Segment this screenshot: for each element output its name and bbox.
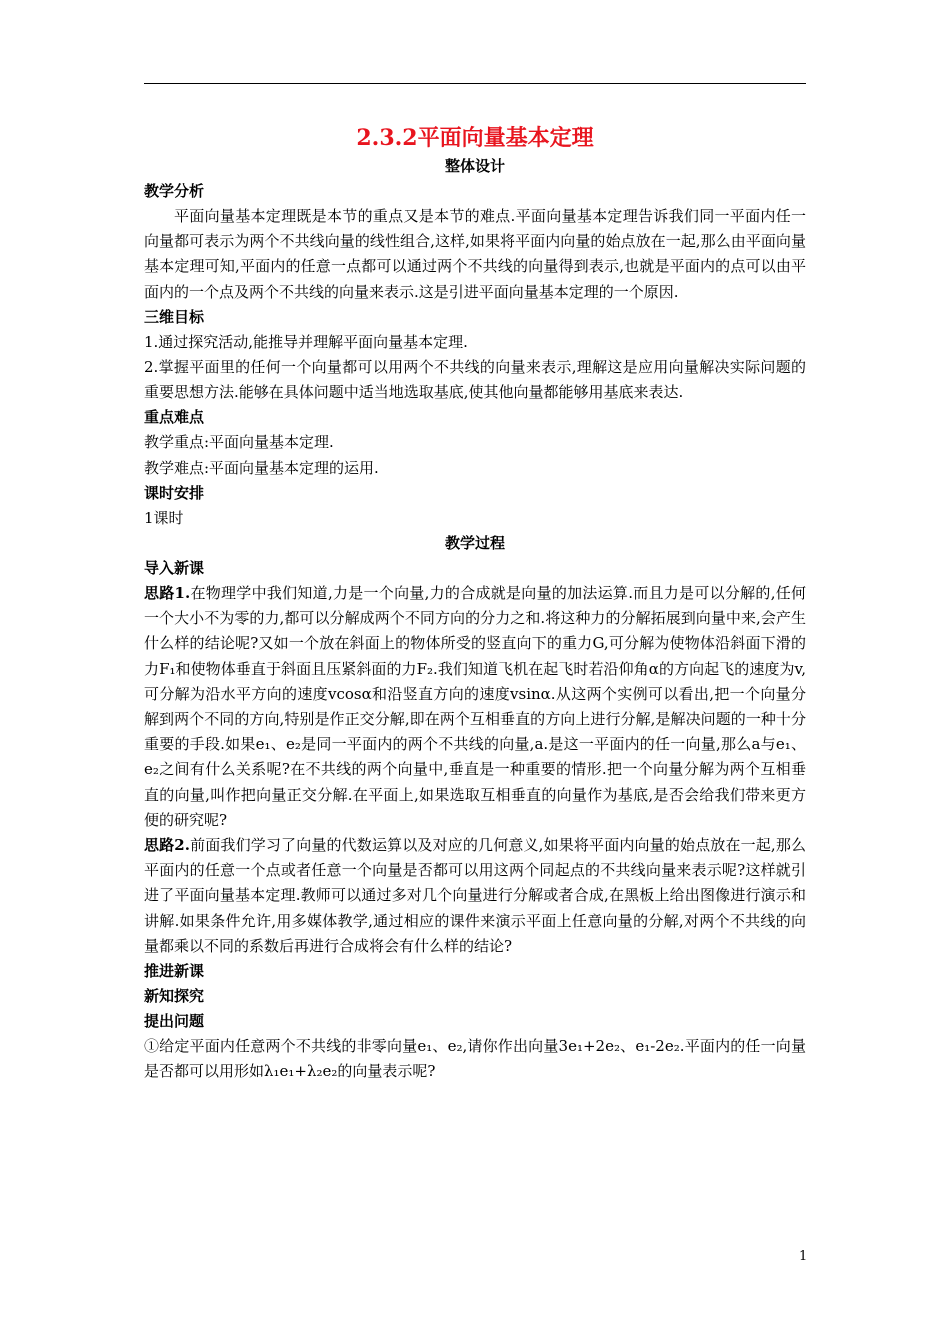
teaching-difficulty: 教学难点:平面向量基本定理的运用. [144, 458, 379, 477]
process-heading: 教学过程 [444, 534, 505, 553]
page-title: 2.3.2平面向量基本定理 [356, 125, 594, 151]
idea-2-paragraph [144, 833, 806, 959]
idea-1-paragraph [144, 581, 806, 833]
idea-1-text: 在物理学中我们知道,力是一个向量,力的合成就是向量的加法运算.而且力是可以分解的,任何一个大小不为零的力,都可以分解成两个不同方向的分力之和.将这种力的分解拓展到向量中来,会产生什么样的结论呢?又如一个放在斜面上的物体所受的竖直向下的重力G,可分解为使物体沿斜面下滑的力F₁和使物体垂直于斜面且压紧斜面的力F₂.我们知道飞机在起飞时若沿仰角α的方向起飞的速度为v,可分解为沿水平方向的速度vcosα和沿竖直方向的速度vsinα.从这两个实例可以看出,把一个向量分解到两个不同的方向,特别是作正交分解,即在两个互相垂直的方向上进行分解,是解决问题的一种十分重要的手段.如果e₁、e₂是同一平面内的两个不共线的向量,a.是这一平面内的任一向量,那么a与e₁、e₂之间有什么关系呢?在不共线的两个向量中,垂直是一种重要的情形.把一个向量分解为两个互相垂直的向量,叫作把向量正交分解.在平面上,如果选取互相垂直的向量作为基底,是否会给我们带来更方便的研究呢? [144, 584, 807, 829]
page-number: 1 [799, 1249, 808, 1264]
questions-heading: 提出问题 [144, 1012, 205, 1031]
question-1: ①给定平面内任意两个不共线的非零向量e₁、e₂,请你作出向量3e₁+2e₂、e₁-2e₂.平面内的任一向量是否都可以用形如λ₁e₁+λ₂e₂的向量表示呢? [144, 1037, 806, 1081]
analysis-heading: 教学分析 [144, 182, 205, 200]
intro-heading: 导入新课 [144, 559, 205, 578]
overall-design-heading: 整体设计 [444, 157, 505, 175]
header-rule [144, 83, 806, 84]
idea-1-label: 思路1. [144, 584, 191, 603]
goals-heading: 三维目标 [144, 307, 205, 326]
explore-heading: 新知探究 [144, 987, 205, 1006]
goal-item-1: 1.通过探究活动,能推导并理解平面向量基本定理. [144, 332, 468, 351]
schedule-value: 1课时 [144, 508, 184, 527]
page-body [144, 122, 806, 1084]
idea-2-text: 前面我们学习了向量的代数运算以及对应的几何意义,如果将平面内向量的始点放在一起,那么平面内的任意一个点或者任意一个向量是否都可以用这两个同起点的不共线向量来表示呢?这样就引进了平面向量基本定理.教师可以通过多对几个向量进行分解或者合成,在黑板上给出图像进行演示和讲解.如果条件允许,用多媒体教学,通过相应的课件来演示平面上任意向量的分解,对两个不共线的向量都乘以不同的系数后再进行合成将会有什么样的结论? [144, 836, 806, 955]
keypoints-heading: 重点难点 [144, 408, 205, 427]
advance-heading: 推进新课 [144, 962, 205, 981]
schedule-heading: 课时安排 [144, 483, 205, 502]
teaching-focus: 教学重点:平面向量基本定理. [144, 433, 334, 452]
goal-item-2: 2.掌握平面里的任何一个向量都可以用两个不共线的向量来表示,理解这是应用向量解决实际问题的重要思想方法.能够在具体问题中适当地选取基底,使其他向量都能够用基底来表达. [144, 358, 806, 402]
analysis-paragraph: 平面向量基本定理既是本节的重点又是本节的难点.平面向量基本定理告诉我们同一平面内任一向量都可表示为两个不共线向量的线性组合,这样,如果将平面内向量的始点放在一起,那么由平面向量基本定理可知,平面内的任意一点都可以通过两个不共线的向量得到表示,也就是平面内的点可以由平面内的一个点及两个不共线的向量来表示.这是引进平面向量基本定理的一个原因. [144, 207, 806, 301]
idea-2-label: 思路2. [144, 836, 190, 855]
